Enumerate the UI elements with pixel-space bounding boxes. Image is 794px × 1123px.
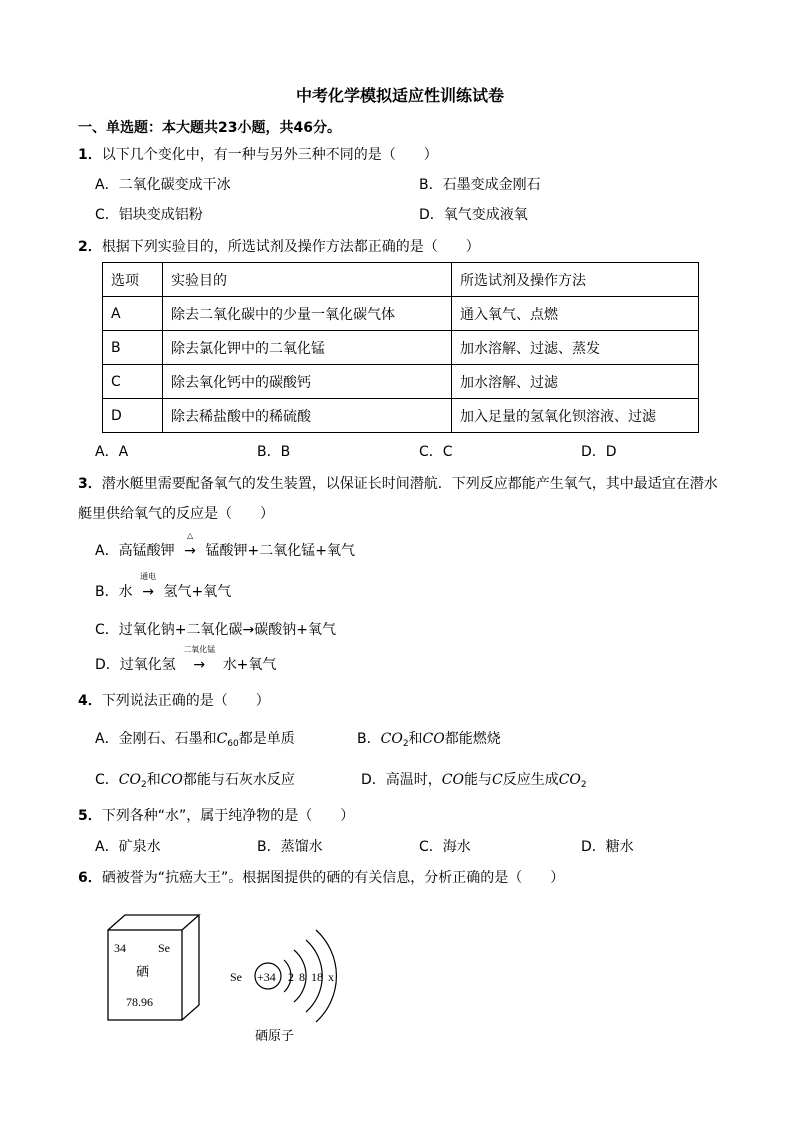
section-heading: 一、单选题：本大题共23小题，共46分。 bbox=[78, 120, 341, 136]
option-text: 反应生成 bbox=[502, 772, 559, 788]
formula: CO bbox=[118, 772, 141, 788]
table-cell: 除去氧化钙中的碳酸钙 bbox=[163, 365, 452, 399]
option-b bbox=[95, 572, 232, 602]
option-text: 都能与石灰水反应 bbox=[182, 772, 295, 788]
question-5 bbox=[78, 806, 354, 826]
option-c: C．C bbox=[419, 444, 453, 460]
formula: CO bbox=[558, 772, 581, 788]
arrow-glyph: → bbox=[184, 543, 196, 559]
option-text: 和 bbox=[146, 772, 161, 788]
reaction-condition: 通电 bbox=[140, 572, 157, 581]
option-c: C．海水 bbox=[419, 839, 471, 855]
table-cell: 加水溶解、过滤、蒸发 bbox=[452, 331, 699, 365]
table-cell: C bbox=[103, 365, 163, 399]
table-cell: 加水溶解、过滤 bbox=[452, 365, 699, 399]
option-b: B．蒸馏水 bbox=[257, 839, 323, 855]
table-cell: D bbox=[103, 399, 163, 433]
option-d: D．糖水 bbox=[581, 839, 634, 855]
question-stem: 硒被誉为“抗癌大王”。根据图提供的硒的有关信息，分析正确的是（ ） bbox=[101, 870, 565, 886]
option-c bbox=[95, 770, 295, 795]
table-cell: A bbox=[103, 297, 163, 331]
option-c: C．铝块变成铝粉 bbox=[95, 207, 203, 223]
question-4 bbox=[78, 691, 270, 711]
element-name: 硒 bbox=[136, 965, 150, 980]
option-a bbox=[95, 531, 355, 561]
option-b bbox=[357, 729, 501, 754]
option-text: A．金刚石、石墨和 bbox=[95, 731, 217, 747]
product-text: 氢气+氧气 bbox=[163, 584, 232, 600]
table-row bbox=[103, 331, 699, 365]
table-header-row bbox=[103, 263, 699, 297]
option-text: 能与 bbox=[463, 772, 492, 788]
table-cell: B bbox=[103, 331, 163, 365]
formula-subscript: 2 bbox=[402, 739, 409, 749]
formula: CO bbox=[422, 731, 445, 747]
table-cell: 通入氧气、点燃 bbox=[452, 297, 699, 331]
reactant-text: D．过氧化氢 bbox=[95, 657, 176, 673]
question-stem-line-1: 潜水艇里需要配备氧气的发生装置，以保证长时间潜航．下列反应都能产生氧气，其中最适宜在潜水 bbox=[101, 476, 718, 492]
formula: C bbox=[216, 731, 228, 747]
option-a: A．A bbox=[95, 444, 129, 460]
option-d: D．D bbox=[581, 444, 617, 460]
nucleus-charge: +34 bbox=[257, 970, 276, 984]
option-a: A．二氧化碳变成干冰 bbox=[95, 177, 231, 193]
table-header: 选项 bbox=[103, 263, 163, 297]
question-number: 4． bbox=[78, 693, 102, 709]
reaction-condition: △ bbox=[186, 531, 194, 540]
question-stem-line-2: 艇里供给氧气的反应是（ ） bbox=[78, 506, 274, 522]
shell-electrons: x bbox=[328, 970, 334, 984]
element-cell-top bbox=[108, 915, 199, 930]
table-row bbox=[103, 365, 699, 399]
formula: CO bbox=[380, 731, 403, 747]
question-2 bbox=[78, 237, 480, 257]
table-cell: 加入足量的氢氧化钡溶液、过滤 bbox=[452, 399, 699, 433]
question-stem: 根据下列实验目的，所选试剂及操作方法都正确的是（ ） bbox=[101, 239, 480, 255]
arrow-glyph: → bbox=[193, 657, 206, 673]
arrow-glyph: → bbox=[142, 584, 154, 600]
shell-electrons: 18 bbox=[311, 970, 323, 984]
reactant-text: A．高锰酸钾 bbox=[95, 543, 175, 559]
element-cell bbox=[108, 915, 199, 1020]
question-number: 3． bbox=[78, 476, 102, 492]
question-stem: 下列说法正确的是（ ） bbox=[101, 693, 270, 709]
option-text: 和 bbox=[408, 731, 423, 747]
formula: C bbox=[491, 772, 503, 788]
option-b: B．石墨变成金刚石 bbox=[419, 177, 541, 193]
option-a: A．矿泉水 bbox=[95, 839, 161, 855]
question-6 bbox=[78, 868, 564, 888]
formula: CO bbox=[441, 772, 464, 788]
formula-subscript: 2 bbox=[580, 780, 587, 790]
table-cell: 除去稀盐酸中的稀硫酸 bbox=[163, 399, 452, 433]
reaction-condition: 二氧化锰 bbox=[183, 645, 216, 654]
formula: CO bbox=[160, 772, 183, 788]
page-title: 中考化学模拟适应性训练试卷 bbox=[296, 86, 505, 105]
option-text: D．高温时， bbox=[361, 772, 442, 788]
table-header: 所选试剂及操作方法 bbox=[452, 263, 699, 297]
product-text: 水+氧气 bbox=[222, 657, 277, 673]
option-b: B．B bbox=[257, 444, 291, 460]
option-c: C．过氧化钠+二氧化碳→碳酸钠+氧气 bbox=[95, 622, 336, 638]
option-text: B． bbox=[357, 731, 381, 747]
element-cell-side bbox=[182, 915, 199, 1020]
reactant-text: B．水 bbox=[95, 584, 133, 600]
option-text: C． bbox=[95, 772, 119, 788]
option-text: 都能燃烧 bbox=[444, 731, 501, 747]
option-text: 都是单质 bbox=[238, 731, 295, 747]
experiment-table bbox=[102, 262, 699, 433]
table-header: 实验目的 bbox=[163, 263, 452, 297]
element-atomic-mass: 78.96 bbox=[126, 995, 153, 1009]
reaction-arrow bbox=[180, 645, 218, 675]
element-atomic-number: 34 bbox=[114, 941, 126, 955]
reaction-arrow bbox=[179, 531, 201, 561]
formula-subscript: 60 bbox=[227, 739, 239, 749]
atom-symbol: Se bbox=[230, 970, 242, 984]
question-3 bbox=[78, 474, 718, 494]
formula-subscript: 2 bbox=[140, 780, 147, 790]
table-cell: 除去氯化钾中的二氧化锰 bbox=[163, 331, 452, 365]
option-a bbox=[95, 729, 295, 754]
question-1 bbox=[78, 145, 438, 165]
question-stem: 下列各种“水”，属于纯净物的是（ ） bbox=[101, 808, 355, 824]
option-d: D．氧气变成液氧 bbox=[419, 207, 528, 223]
product-text: 锰酸钾+二氧化锰+氧气 bbox=[205, 543, 355, 559]
shell-electrons: 8 bbox=[299, 970, 305, 984]
table-cell: 除去二氧化碳中的少量一氧化碳气体 bbox=[163, 297, 452, 331]
option-d bbox=[95, 645, 277, 675]
table-row bbox=[103, 399, 699, 433]
option-d bbox=[361, 770, 587, 795]
reaction-arrow bbox=[137, 572, 159, 602]
question-number: 5． bbox=[78, 808, 102, 824]
question-number: 1． bbox=[78, 147, 102, 163]
element-symbol: Se bbox=[158, 941, 170, 955]
atom-caption: 硒原子 bbox=[255, 1029, 295, 1044]
question-number: 2． bbox=[78, 239, 102, 255]
question-stem: 以下几个变化中，有一种与另外三种不同的是（ ） bbox=[101, 147, 438, 163]
shell-electrons: 2 bbox=[288, 970, 294, 984]
selenium-figure bbox=[100, 910, 360, 1050]
question-number: 6． bbox=[78, 870, 102, 886]
table-row bbox=[103, 297, 699, 331]
